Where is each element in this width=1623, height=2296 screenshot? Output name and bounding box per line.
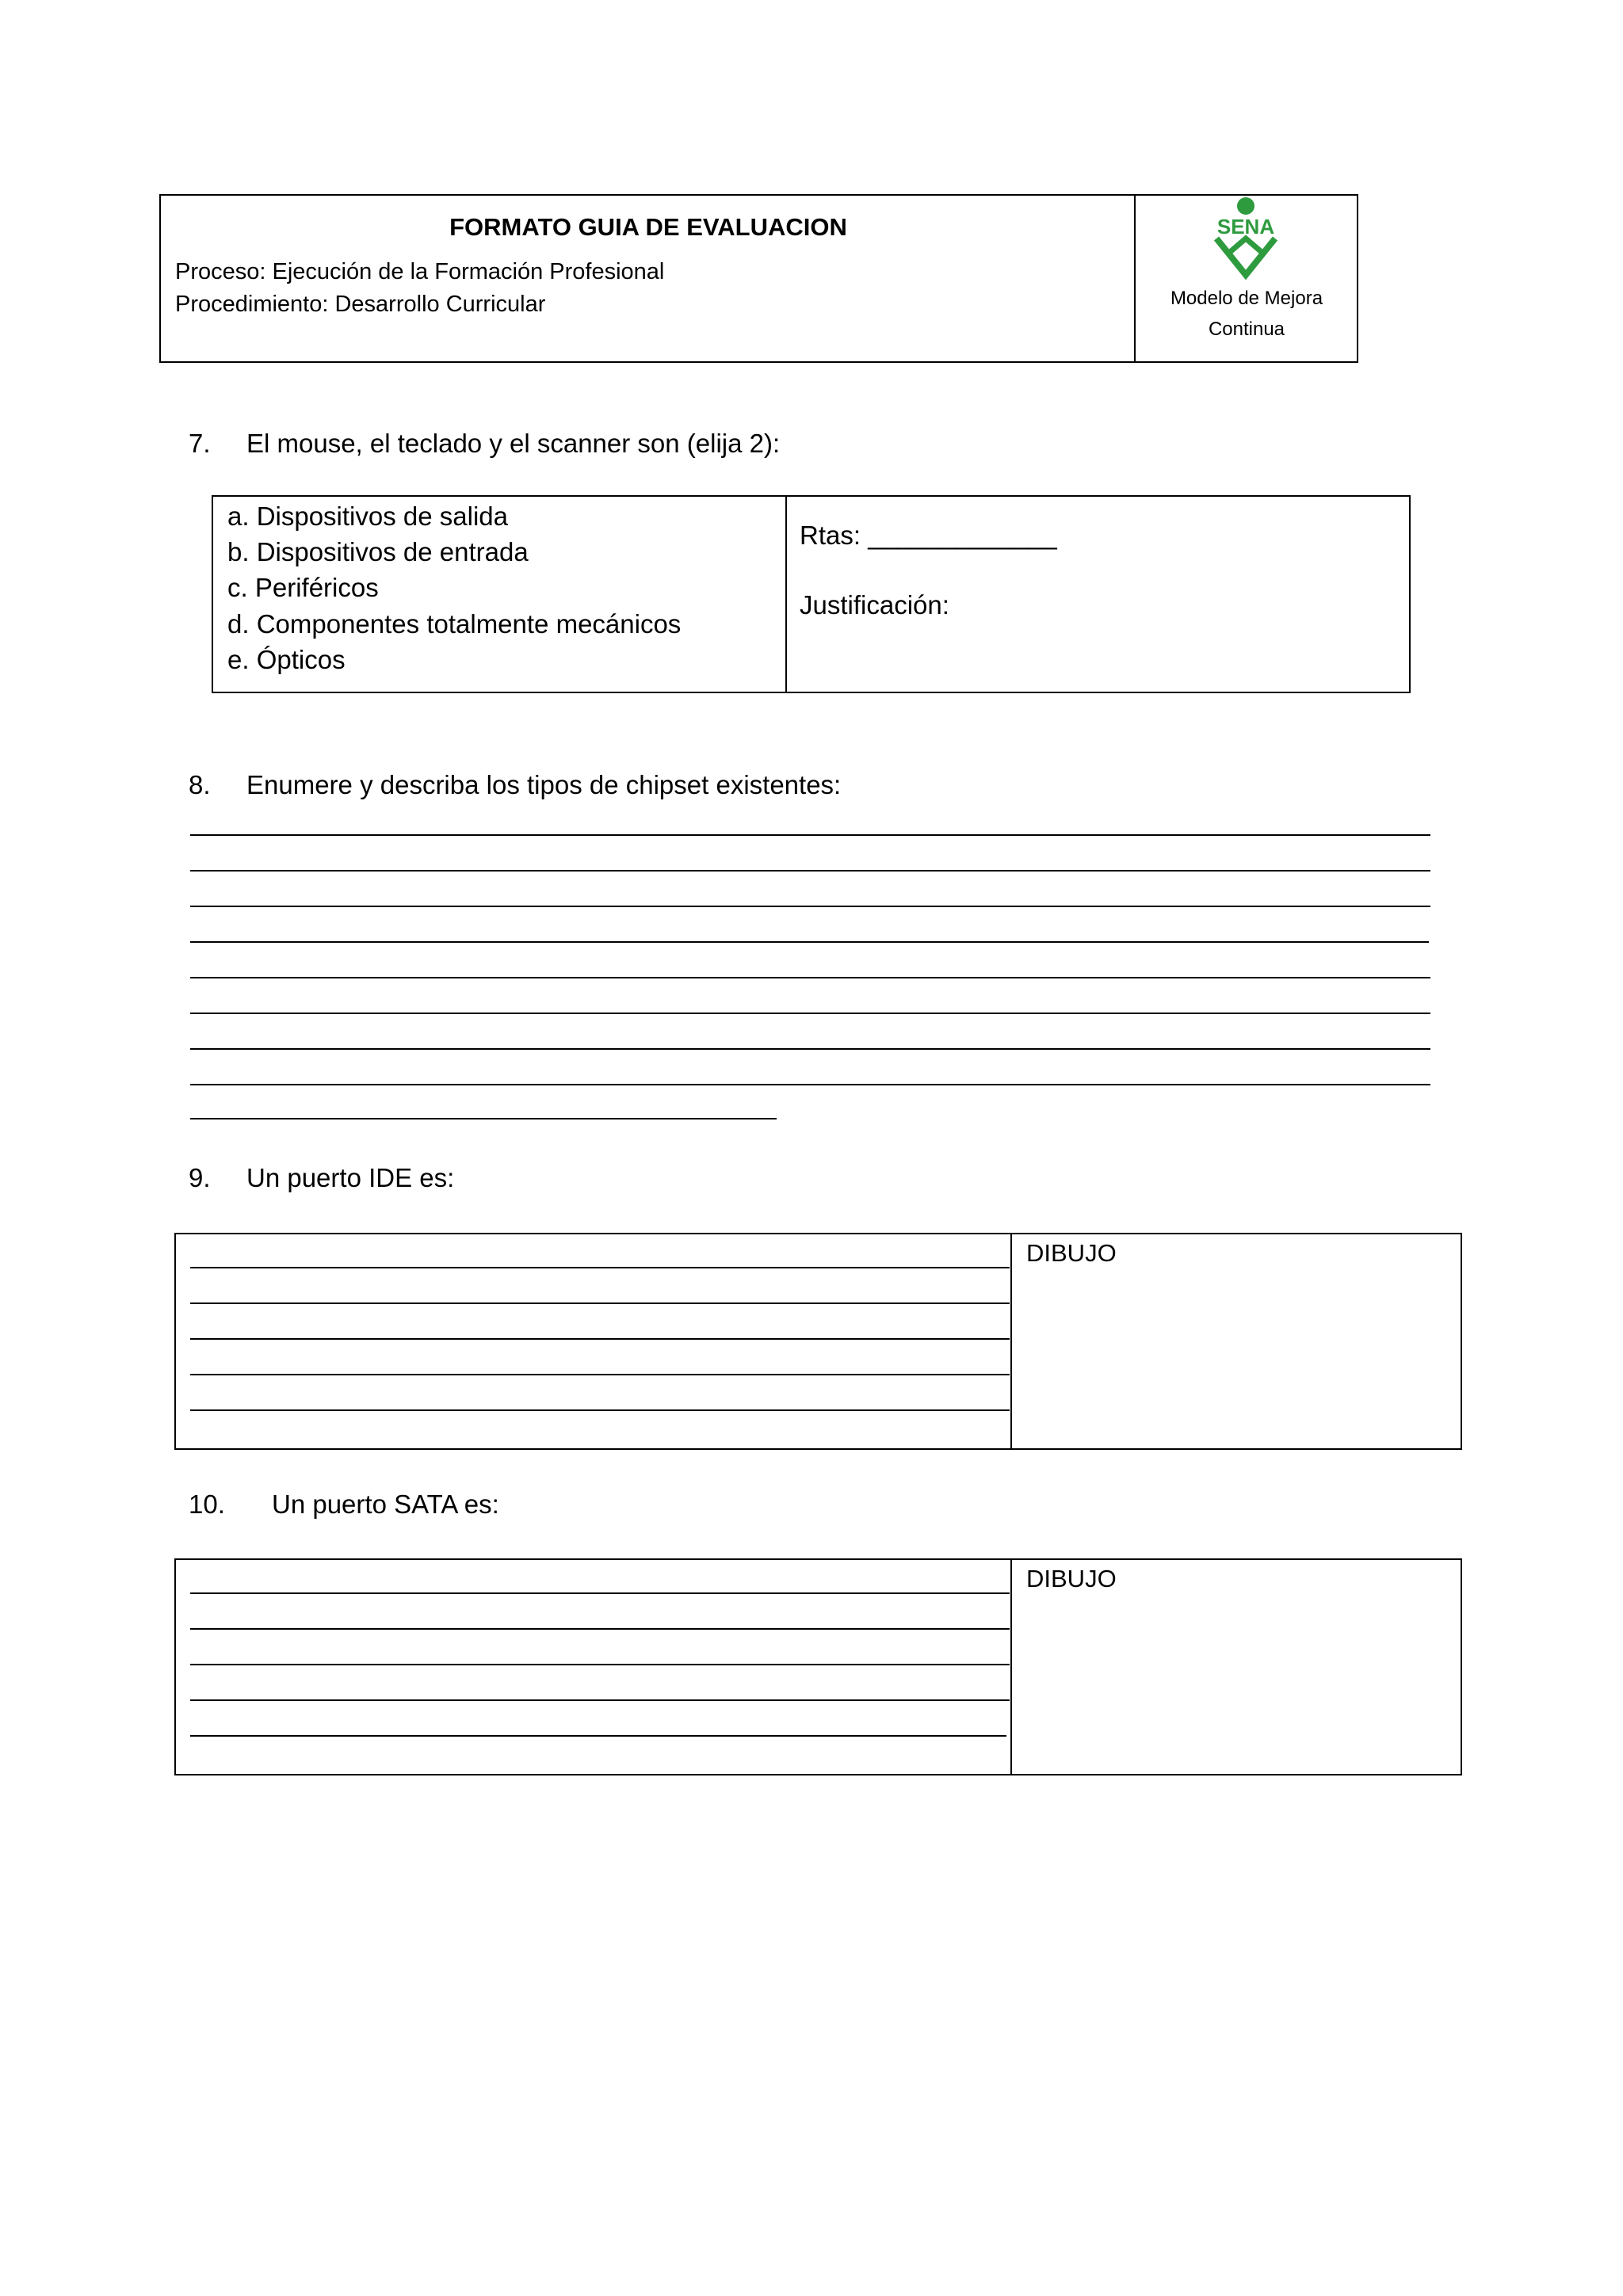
q8-answer-line[interactable]	[190, 941, 1429, 943]
q8-answer-line[interactable]	[190, 834, 1430, 836]
q10-number: 10.	[189, 1489, 225, 1519]
q7-rtas-field[interactable]: Rtas: _____________	[800, 521, 1057, 550]
q10-answer-table	[174, 1558, 1462, 1775]
q9-number: 9.	[189, 1163, 211, 1192]
document-title: FORMATO GUIA DE EVALUACION	[449, 213, 847, 241]
q7-number: 7.	[189, 429, 211, 458]
q10-answer-line[interactable]	[190, 1628, 1010, 1630]
q7-text: El mouse, el teclado y el scanner son (elija 2):	[246, 429, 781, 458]
header-info-cell	[161, 196, 1136, 361]
logo-caption-line1: Modelo de Mejora	[1170, 288, 1323, 309]
q7-answer-table	[212, 495, 1411, 693]
q10-answer-line[interactable]	[190, 1664, 1010, 1665]
q8-answer-line[interactable]	[190, 906, 1430, 907]
q10-column-divider	[1010, 1560, 1012, 1774]
q8-answer-line[interactable]	[190, 870, 1430, 871]
logo-text: SENA	[1216, 215, 1275, 238]
q7-justificacion-label: Justificación:	[800, 590, 949, 620]
q8-answer-line[interactable]	[190, 1048, 1430, 1050]
q10-text: Un puerto SATA es:	[272, 1489, 499, 1519]
q8-text: Enumere y describa los tipos de chipset existentes:	[246, 770, 842, 799]
document-header	[159, 194, 1358, 363]
q9-answer-line[interactable]	[190, 1409, 1010, 1411]
q9-answer-line[interactable]	[190, 1267, 1010, 1268]
q10-answer-line[interactable]	[190, 1699, 1010, 1701]
q8-answer-line[interactable]	[190, 1084, 1430, 1085]
q9-text: Un puerto IDE es:	[246, 1163, 455, 1192]
q8-answer-line[interactable]	[190, 977, 1430, 978]
q9-answer-line[interactable]	[190, 1338, 1010, 1340]
q9-answer-line[interactable]	[190, 1374, 1010, 1375]
q7-option-b: b. Dispositivos de entrada	[227, 537, 529, 566]
q8-answer-line[interactable]	[190, 1118, 777, 1119]
q9-answer-line[interactable]	[190, 1302, 1010, 1304]
q7-option-a: a. Dispositivos de salida	[227, 502, 509, 531]
q7-option-c: c. Periféricos	[227, 573, 379, 602]
q10-answer-line[interactable]	[190, 1735, 1006, 1737]
q9-answer-table	[174, 1233, 1462, 1450]
header-procedimiento: Procedimiento: Desarrollo Curricular	[175, 292, 546, 317]
q9-column-divider	[1010, 1234, 1012, 1448]
q10-drawing-label: DIBUJO	[1026, 1565, 1117, 1592]
q7-option-e: e. Ópticos	[227, 645, 346, 674]
q8-number: 8.	[189, 770, 211, 799]
q7-option-d: d. Componentes totalmente mecánicos	[227, 609, 682, 639]
header-proceso: Proceso: Ejecución de la Formación Profesional	[175, 259, 665, 284]
q8-answer-line[interactable]	[190, 1013, 1430, 1014]
sena-logo	[1199, 196, 1294, 283]
q10-answer-line[interactable]	[190, 1592, 1010, 1594]
q7-column-divider	[785, 497, 787, 692]
logo-cell	[1136, 196, 1358, 361]
logo-caption-line2: Continua	[1208, 318, 1285, 340]
q9-drawing-label: DIBUJO	[1026, 1239, 1117, 1267]
